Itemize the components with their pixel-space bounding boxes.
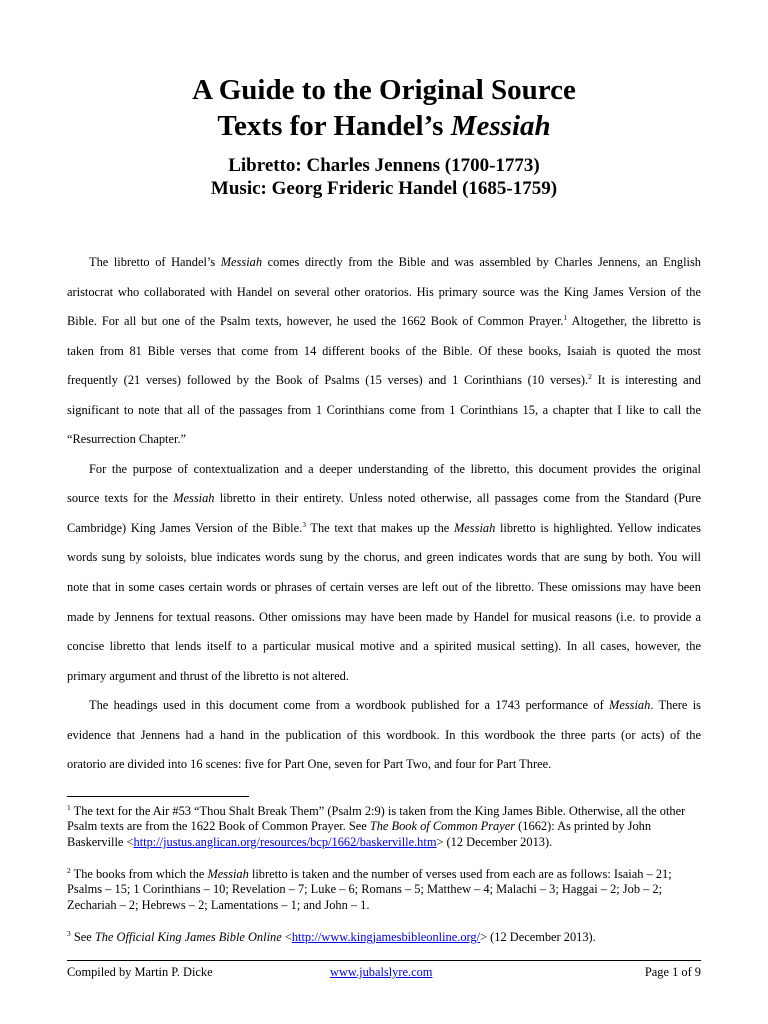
footnote-number: 3 (67, 928, 71, 938)
footnote-separator (67, 796, 249, 797)
title-line-1: A Guide to the Original Source (192, 74, 576, 106)
kjv-online-link[interactable]: http://www.kingjamesbibleonline.org/ (291, 930, 481, 944)
p2-line: source texts for the Messiah libretto in their entirety. Unless noted otherwise, all passages come from the Standard (Pure (67, 491, 702, 506)
footnote-number: 2 (67, 865, 71, 875)
paragraph-1 (67, 248, 701, 455)
title-line-2 (0, 108, 768, 144)
footnote-1: $^1$ The text for the Air #53 “Thou Shalt Break Them” (Psalm 2:9) is taken from the King James Bible. Otherwise, all the other Psalm texts are from the 1622 Book of Common Prayer. See The Book of Common Prayer (1662): As printed by John Baskerville <http://justus.anglican.org/resources/bcp/1662/baskerville.htm> (12 December 2013). (67, 802, 686, 849)
p2-line: For the purpose of contextualization and a deeper understanding of the libretto, this document provides the original (89, 461, 701, 476)
p1-line: taken from 81 Bible verses that come from 14 different books of the Bible. Of these books, Isaiah is quoted the most (67, 343, 701, 358)
footnote-ref-1: 1 (563, 312, 568, 322)
title-messiah-italic: Messiah (450, 110, 551, 142)
baskerville-link[interactable]: http://justus.anglican.org/resources/bcp/1662/baskerville.htm (133, 834, 437, 849)
footer-compiled-by: Compiled by Martin P. Dicke (67, 965, 213, 979)
p3-line: The headings used in this document come from a wordbook published for a 1743 performance of Messiah. There is (89, 698, 701, 713)
p1-line: “Resurrection Chapter.” (67, 432, 187, 447)
footer-website-link[interactable]: www.jubalslyre.com (330, 965, 433, 979)
footer-separator (67, 960, 701, 961)
p3-line: evidence that Jennens had a hand in the publication of this wordbook. In this wordbook the three parts (or acts) of the (67, 727, 701, 742)
footnote-ref-3: 3 (302, 519, 306, 529)
p2-line: note that in some cases certain words or phrases of certain verses are left out of the libretto. These omissions may have been (67, 580, 701, 595)
footnote-ref-2: 2 (588, 372, 592, 382)
footnote-2: $^2$ The books from which the Messiah libretto is taken and the number of verses used from each are as follows: Isaiah – 21; Psalms – 15; 1 Corinthians – 10; Revelation – 7; Luke – 6; Romans – 5; Matthew – 4; Malachi – 3; Haggai – 2; Job – 2; Zechariah – 2; Hebrews – 2; Lamentations – 1; and John – 1. (67, 865, 672, 912)
p1-line: Bible. For all but one of the Psalm texts, however, he used the 1662 Book of Common Prayer.$^1$ Altogether, the libretto is (67, 312, 702, 329)
footnotes (67, 804, 701, 961)
p3-line: oratorio are divided into 16 scenes: five for Part One, seven for Part Two, and four for Part Three. (67, 757, 552, 772)
p1-line: frequently (21 verses) followed by the Book of Psalms (15 verses) and 1 Corinthians (10 verses).$^2$ It is interesting and (67, 372, 701, 388)
p1-line: aristocrat who collaborated with Handel on several other oratorios. His primary source was the King James Version of the (67, 284, 701, 299)
document-subtitle (0, 154, 768, 200)
title-line-2-text: Texts for Handel’s (217, 110, 451, 142)
page-footer (67, 964, 701, 980)
footnote-3: $^3$ See The Official King James Bible Online <http://www.kingjamesbibleonline.org/> (12 December 2013). (67, 928, 596, 944)
document-title (0, 72, 768, 144)
p2-line: words sung by soloists, blue indicates words sung by the chorus, and green indicates words that are sung by both. You will (67, 550, 701, 565)
paragraph-3 (67, 691, 701, 780)
subtitle-libretto: Libretto: Charles Jennens (1700-1773) (228, 155, 540, 176)
footer-page-number: Page 1 of 9 (644, 965, 701, 979)
footnote-number: 1 (67, 802, 71, 812)
p1-line: significant to note that all of the passages from 1 Corinthians come from 1 Corinthians 15, a chapter that I like to call the (67, 402, 701, 417)
p2-line: primary argument and thrust of the libretto is not altered. (67, 668, 349, 683)
body-text (67, 248, 701, 780)
p2-line: concise libretto that lends itself to a particular musical motive and a spirited musical setting). In all cases, however, the (67, 639, 701, 654)
subtitle-music: Music: Georg Frideric Handel (1685-1759) (210, 178, 558, 199)
paragraph-2 (67, 455, 701, 691)
p2-line: Cambridge) King James Version of the Bible.$^3$ The text that makes up the Messiah libretto is highlighted. Yellow indicates (67, 519, 701, 535)
p2-line: made by Jennens for textual reasons. Other omissions may have been made by Handel for musical reasons (i.e. to provide a (67, 609, 701, 624)
p1-line: The libretto of Handel’s Messiah comes directly from the Bible and was assembled by Charles Jennens, an English (89, 255, 702, 269)
